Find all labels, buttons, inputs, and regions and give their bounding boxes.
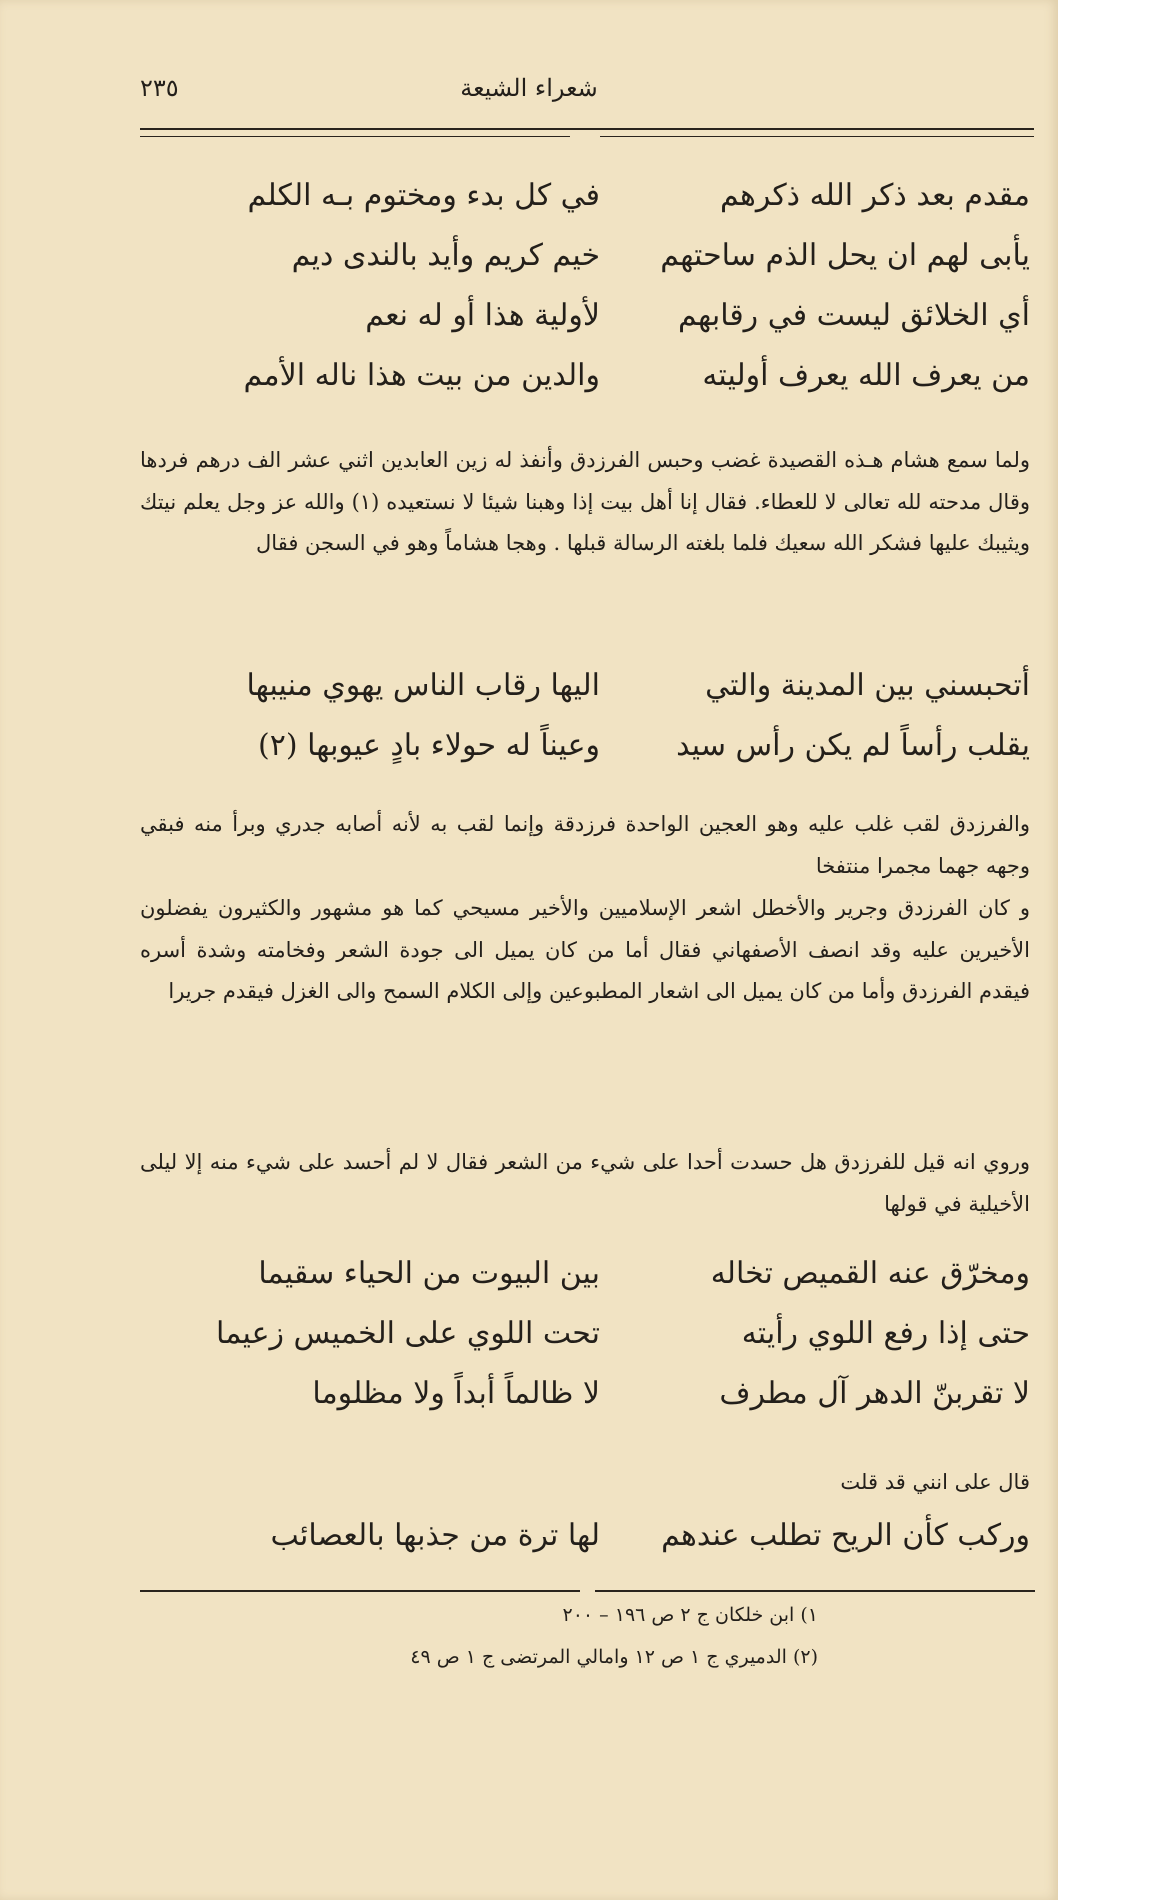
verse-second-hemistich: بين البيوت من الحياء سقيما — [258, 1256, 600, 1291]
verse-first-hemistich: مقدم بعد ذكر الله ذكرهم — [720, 178, 1030, 213]
paragraph-poets-comparison: و كان الفرزدق وجرير والأخطل اشعر الإسلاميين والأخير مسيحي كما هو مشهور والكثيرون يفضلون الأخيرين عليه وقد انصف الأصفهاني فقال أما من كان يميل الى جودة الشعر وفخامته وشدة أسره فيقدم الفرزدق وأما من كان يميل الى اشعار المطبوعين وإلى الكلام السمح والى الغزل فيقدم جريرا — [140, 896, 1030, 1003]
verse-line — [140, 230, 1030, 290]
verse-first-hemistich: أي الخلائق ليست في رقابهم — [678, 298, 1030, 333]
verse-line — [140, 290, 1030, 350]
running-header — [140, 70, 918, 110]
verse-second-hemistich: اليها رقاب الناس يهوي منيبها — [246, 668, 600, 703]
verse-second-hemistich: في كل بدء ومختوم بـه الكلم — [247, 178, 600, 213]
page-number: ٢٣٥ — [140, 74, 179, 102]
verse-second-hemistich: وعيناً له حولاء بادٍ عيوبها (٢) — [258, 728, 600, 763]
paragraph-prison: ولما سمع هشام هـذه القصيدة غضب وحبس الفرزدق وأنفذ له زين العابدين اثني عشر الف درهم فردها وقال مدحته لله تعالى لا للعطاء. فقال إنا أهل بيت إذا وهبنا شيئا لا نستعيده (١) والله عز وجل يعلم نيتك ويثيبك عليها فشكر الله سعيك فلما بلغته الرسالة قبلها . وهجا هشاماً وهو في السجن فقال — [140, 448, 1031, 555]
verse-second-hemistich: لها ترة من جذبها بالعصائب — [270, 1518, 600, 1553]
page-title: شعراء الشيعة — [460, 74, 598, 102]
footnote-2: (٢) الدميري ج ١ ص ١٢ وامالي المرتضى ج ١ ص ٤٩ — [410, 1646, 818, 1668]
verse-line — [140, 1248, 1030, 1308]
verse-first-hemistich: يأبى لهم ان يحل الذم ساحتهم — [660, 238, 1030, 273]
verse-line — [140, 1368, 1030, 1428]
verse-second-hemistich: خيم كريم وأيد بالندى ديم — [291, 238, 600, 273]
verse-first-hemistich: لا تقربنّ الدهر آل مطرف — [719, 1376, 1030, 1411]
header-rule — [140, 128, 1034, 130]
footnote-rule-right — [595, 1590, 1035, 1592]
footnote-1: ١) ابن خلكان ج ٢ ص ١٩٦ – ٢٠٠ — [562, 1604, 818, 1626]
verse-first-hemistich: حتى إذا رفع اللوي رأيته — [741, 1316, 1030, 1351]
verse-second-hemistich: والدين من بيت هذا ناله الأمم — [243, 358, 600, 393]
verse-line — [140, 350, 1030, 410]
verse-line — [140, 1308, 1030, 1368]
verse-first-hemistich: ومخرّق عنه القميص تخاله — [710, 1256, 1030, 1291]
verse-second-hemistich: تحت اللوي على الخميس زعيما — [216, 1316, 600, 1351]
verse-line — [140, 1510, 1030, 1570]
paragraph-envy: وروي انه قيل للفرزدق هل حسدت أحدا على شيء من الشعر فقال لا لم أحسد على شيء منه إلا ليلى الأخيلية في قولها — [140, 1150, 1030, 1216]
verse-line — [140, 660, 1030, 720]
verse-first-hemistich: وركب كأن الريح تطلب عندهم — [661, 1518, 1030, 1553]
verse-first-hemistich: من يعرف الله يعرف أوليته — [702, 358, 1030, 393]
verse-first-hemistich: أتحبسني بين المدينة والتي — [705, 668, 1030, 703]
paragraph-nickname: والفرزدق لقب غلب عليه وهو العجين الواحدة فرزدقة وإنما لقب به لأنه أصابه جدري وبرأ منه فبقي وجهه جهما مجمرا منتفخا — [140, 812, 1030, 878]
paragraph-his-verse-intro: قال على انني قد قلت — [840, 1470, 1030, 1494]
verse-second-hemistich: لأولية هذا أو له نعم — [365, 298, 600, 333]
header-rule-right — [600, 136, 1034, 137]
verse-first-hemistich: يقلب رأساً لم يكن رأس سيد — [676, 728, 1030, 763]
verse-line — [140, 720, 1030, 780]
verse-line — [140, 170, 1030, 230]
footnote-rule-left — [140, 1590, 580, 1592]
header-rule-left — [140, 136, 570, 137]
verse-second-hemistich: لا ظالماً أبداً ولا مظلوما — [312, 1376, 600, 1411]
